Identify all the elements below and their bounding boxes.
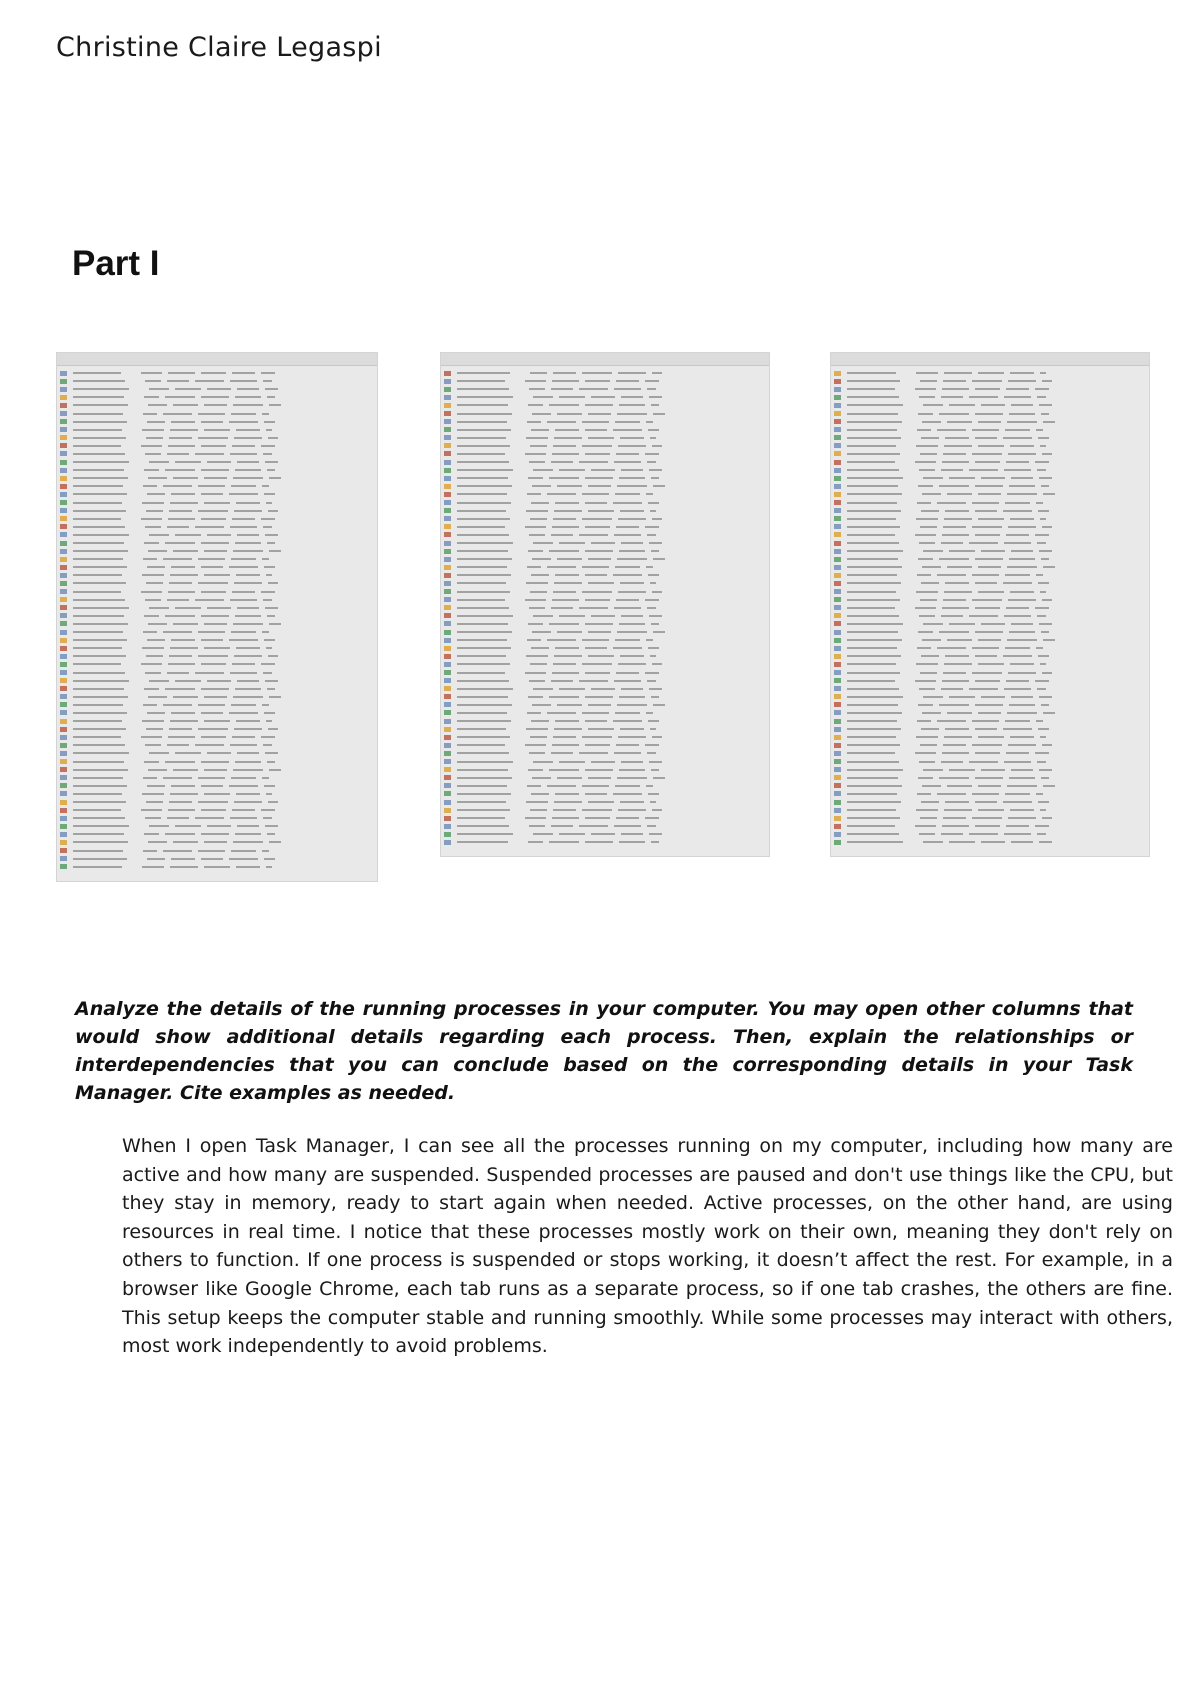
section-title: Part I — [72, 244, 160, 283]
author-name: Christine Claire Legaspi — [56, 32, 382, 63]
assignment-question: Analyze the details of the running processes in your computer. You may open other columns that would show additional details regarding each process. Then, explain the relationships or interdependencies that you can conclude based on the corresponding details in your Task Manager. Cite examples as needed. — [75, 998, 1133, 1104]
answer-paragraph: When I open Task Manager, I can see all the processes running on my computer, including how many are active and how many are suspended. Suspended processes are paused and don't use things like the CPU, but they stay in memory, ready to start again when needed. Active processes, on the other hand, are using resources in real time. I notice that these processes mostly work on their own, meaning they don't rely on others to function. If one process is suspended or stops working, it doesn’t affect the rest. For example, in a browser like Google Chrome, each tab runs as a separate process, so if one tab crashes, the others are fine. This setup keeps the computer stable and running smoothly. While some processes may interact with others, most work independently to avoid problems. — [122, 1135, 1173, 1358]
task-manager-photo-3 — [830, 352, 1150, 857]
task-manager-photo-2 — [440, 352, 770, 857]
task-manager-photo-1 — [56, 352, 378, 882]
